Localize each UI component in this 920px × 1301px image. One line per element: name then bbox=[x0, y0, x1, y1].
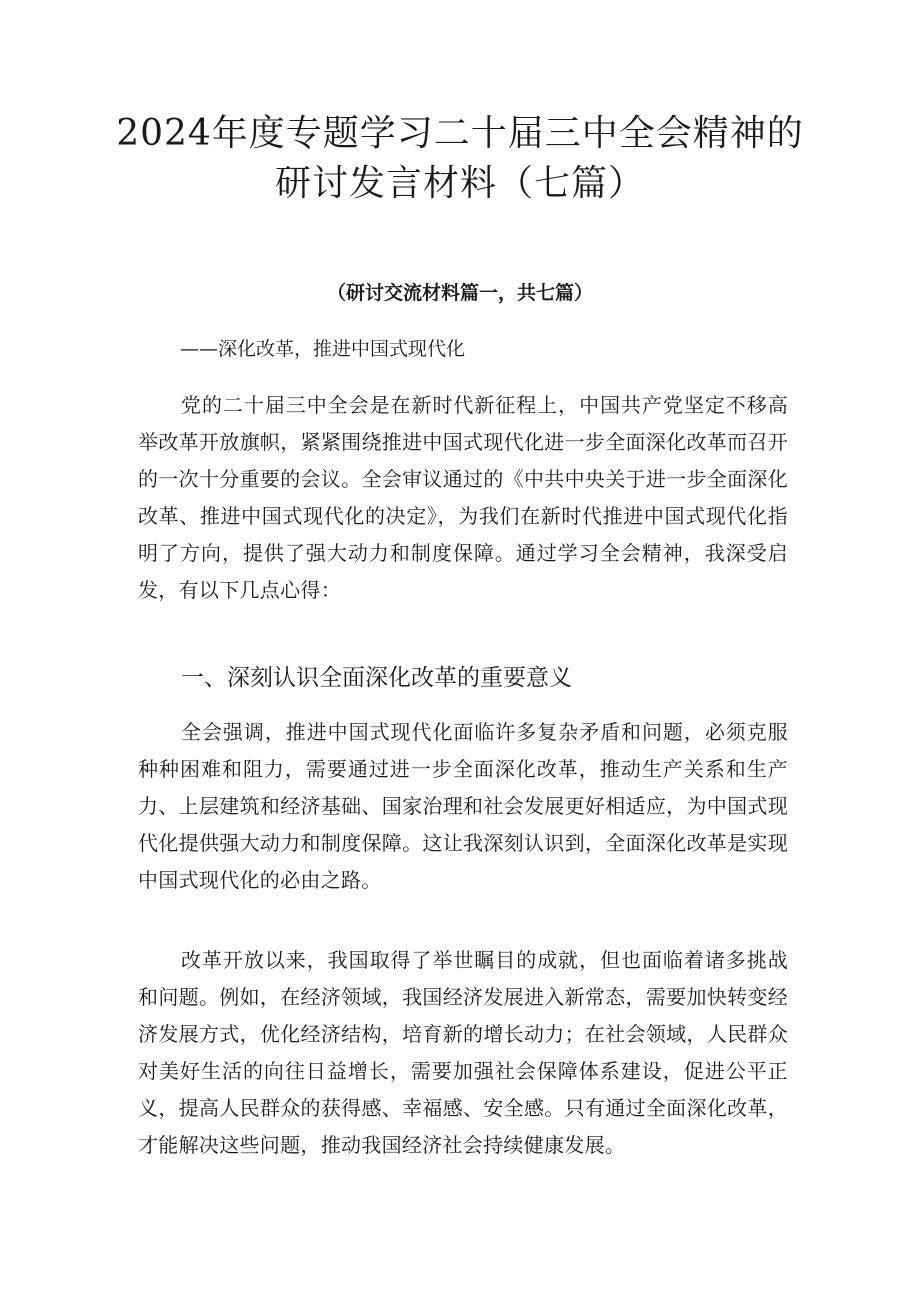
body-paragraph-2: 改革开放以来，我国取得了举世瞩目的成就，但也面临着诸多挑战和问题。例如，在经济领域，我国经济发展进入新常态，需要加快转变经济发展方式，优化经济结构，培育新的增长动力；在社会领域，人民群众对美好生活的向往日益增长，需要加强社会保障体系建设，促进公平正义，提高人民群众的获得感、幸福感、安全感。只有通过全面深化改革，才能解决这些问题，推动我国经济社会持续健康发展。 bbox=[138, 948, 788, 1157]
document-title-line-1: 2024年度专题学习二十届三中全会精神的 bbox=[116, 113, 804, 154]
document-subtitle: （研讨交流材料篇一，共七篇） bbox=[326, 282, 593, 304]
document-title-line-2: 研讨发言材料（七篇） bbox=[274, 163, 645, 204]
intro-paragraph: 党的二十届三中全会是在新时代新征程上，中国共产党坚定不移高举改革开放旗帜，紧紧围绕推进中国式现代化进一步全面深化改革而召开的一次十分重要的会议。全会审议通过的《中共中央关于进一步全面深化改革、推进中国式现代化的决定》，为我们在新时代推进中国式现代化指明了方向，提供了强大动力和制度保障。通过学习全会精神，我深受启发，有以下几点心得： bbox=[138, 393, 788, 602]
section-heading-1: 一、深刻认识全面深化改革的重要意义 bbox=[181, 665, 572, 691]
body-paragraph-1: 全会强调，推进中国式现代化面临许多复杂矛盾和问题，必须克服种种困难和阻力，需要通过进一步全面深化改革，推动生产关系和生产力、上层建筑和经济基础、国家治理和社会发展更好相适应，为中国式现代化提供强大动力和制度保障。这让我深刻认识到，全面深化改革是实现中国式现代化的必由之路。 bbox=[138, 720, 788, 892]
document-tagline: ——深化改革，推进中国式现代化 bbox=[180, 338, 466, 360]
